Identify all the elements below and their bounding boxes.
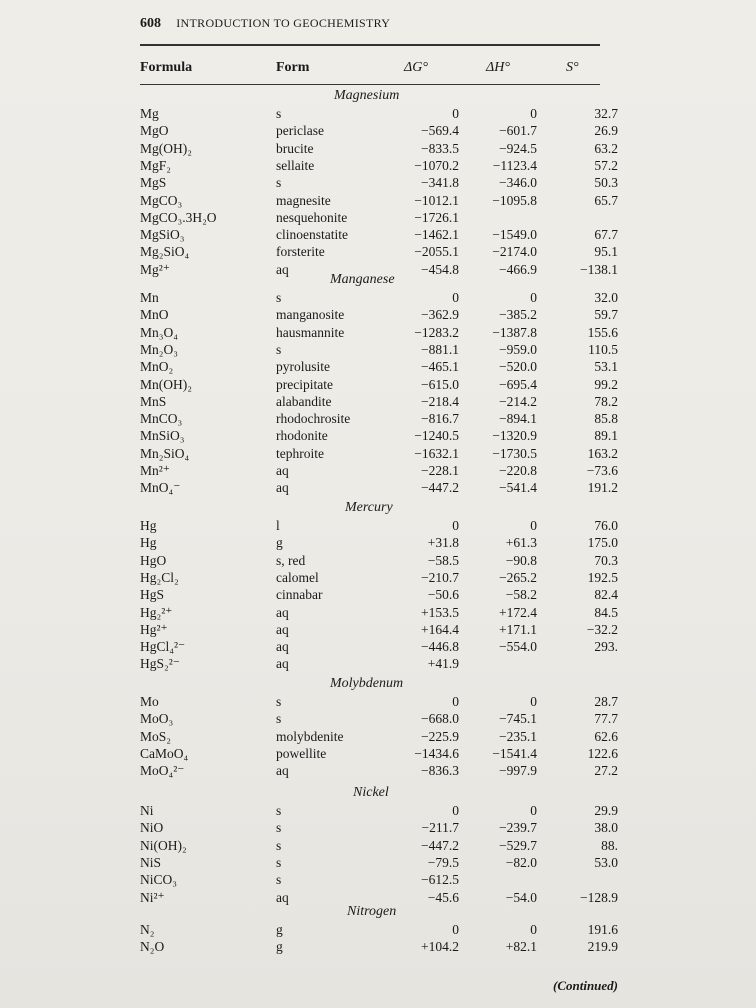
form-cell: brucite	[276, 140, 314, 156]
delta-h-cell: −235.1	[499, 728, 537, 744]
form-cell: s	[276, 837, 282, 853]
delta-h-cell: +61.3	[505, 535, 537, 551]
delta-h-cell: −58.2	[505, 587, 537, 603]
form-cell: s	[276, 106, 282, 121]
delta-h-cell: −1095.8	[492, 192, 537, 208]
formula-cell: HgS₂²⁻	[140, 656, 180, 672]
col-header-delta-h: ΔH°	[486, 60, 510, 75]
form-cell: alabandite	[276, 393, 332, 409]
form-cell: s	[276, 290, 282, 305]
entropy-cell: 62.6	[594, 728, 618, 744]
form-cell: aq	[276, 463, 289, 478]
formula-cell: NiCO₃	[140, 872, 177, 888]
entropy-cell: 110.5	[588, 341, 618, 357]
formula-cell: Ni²⁺	[140, 889, 165, 905]
delta-g-cell: −816.7	[421, 411, 459, 427]
delta-h-cell: −2174.0	[492, 244, 537, 260]
entropy-cell: 219.9	[587, 939, 618, 955]
delta-g-cell: 0	[452, 106, 459, 121]
delta-h-cell: −265.2	[499, 569, 537, 585]
delta-h-cell: −554.0	[499, 639, 537, 655]
delta-h-cell: −959.0	[499, 341, 537, 357]
delta-h-cell: +171.1	[499, 621, 537, 637]
delta-g-cell: −454.8	[421, 261, 459, 277]
formula-cell: MoO₄²⁻	[140, 763, 185, 779]
delta-h-cell: −54.0	[505, 889, 537, 905]
form-cell: s	[276, 803, 282, 818]
delta-h-cell: −997.9	[499, 763, 537, 779]
form-cell: hausmannite	[276, 324, 345, 340]
delta-h-cell: −239.7	[499, 820, 537, 836]
entropy-cell: 27.2	[594, 763, 618, 779]
formula-cell: MoS₂	[140, 728, 171, 744]
entropy-cell: 67.7	[594, 227, 618, 243]
entropy-cell: 175.0	[587, 535, 618, 551]
formula-cell: MgF₂	[140, 157, 171, 173]
formula-cell: Mg²⁺	[140, 261, 170, 277]
delta-g-cell: −569.4	[421, 123, 459, 139]
delta-g-cell: −1283.2	[414, 324, 459, 340]
formula-cell: Mn	[140, 290, 159, 305]
delta-g-cell: −2055.1	[414, 244, 459, 260]
delta-h-cell: −346.0	[499, 175, 537, 191]
delta-h-cell: −1730.5	[492, 445, 537, 461]
form-cell: g	[276, 922, 283, 937]
form-cell: s, red	[276, 552, 306, 568]
entropy-cell: 53.1	[594, 359, 618, 375]
col-header-delta-g: ΔG°	[404, 60, 428, 75]
formula-cell: Mn(OH)₂	[140, 376, 192, 392]
delta-h-cell: −894.1	[499, 411, 537, 427]
delta-h-cell: −541.4	[499, 480, 537, 496]
delta-g-cell: 0	[452, 290, 459, 305]
formula-cell: MgSiO₃	[140, 227, 185, 243]
formula-cell: Mg(OH)₂	[140, 140, 192, 156]
entropy-cell: 89.1	[594, 428, 618, 444]
delta-h-cell: −1387.8	[492, 324, 537, 340]
formula-cell: Hg	[140, 518, 157, 533]
form-cell: calomel	[276, 569, 319, 585]
delta-h-cell: +172.4	[499, 604, 537, 620]
entropy-cell: −128.9	[580, 889, 618, 905]
formula-cell: Mn²⁺	[140, 463, 170, 478]
entropy-cell: 53.0	[594, 854, 618, 870]
formula-cell: Ni	[140, 803, 154, 818]
entropy-cell: −73.6	[586, 463, 618, 478]
delta-g-cell: −881.1	[421, 341, 459, 357]
entropy-cell: −138.1	[580, 261, 618, 277]
delta-h-cell: −529.7	[499, 837, 537, 853]
form-cell: aq	[276, 604, 289, 620]
form-cell: magnesite	[276, 192, 331, 208]
formula-cell: Mg	[140, 106, 159, 121]
entropy-cell: 293.	[594, 639, 618, 655]
form-cell: rhodonite	[276, 428, 328, 444]
delta-g-cell: −836.3	[421, 763, 459, 779]
delta-g-cell: −668.0	[421, 711, 459, 727]
formula-cell: Hg₂²⁺	[140, 604, 173, 620]
form-cell: s	[276, 854, 282, 870]
col-header-form: Form	[276, 60, 310, 75]
formula-cell: Mn₃O₄	[140, 324, 178, 340]
entropy-cell: 77.7	[594, 711, 618, 727]
col-header-formula: Formula	[140, 60, 193, 75]
formula-cell: HgCl₄²⁻	[140, 639, 186, 655]
form-cell: l	[276, 518, 280, 533]
form-cell: s	[276, 711, 282, 727]
formula-cell: MnCO₃	[140, 411, 183, 427]
delta-g-cell: −1012.1	[414, 192, 459, 208]
delta-g-cell: −210.7	[421, 569, 459, 585]
formula-cell: Mo	[140, 694, 159, 709]
entropy-cell: 88.	[601, 837, 618, 853]
formula-cell: MnSiO₃	[140, 428, 185, 444]
entropy-cell: 50.3	[594, 175, 618, 191]
entropy-cell: 70.3	[594, 552, 618, 568]
delta-g-cell: −1462.1	[414, 227, 459, 243]
delta-g-cell: −362.9	[421, 307, 459, 323]
form-cell: s	[276, 694, 282, 709]
delta-h-cell: −1541.4	[492, 745, 537, 761]
delta-h-cell: 0	[530, 694, 537, 709]
delta-h-cell: 0	[530, 290, 537, 305]
section-heading: Magnesium	[334, 88, 400, 103]
entropy-cell: 57.2	[594, 157, 618, 173]
delta-g-cell: −1726.1	[414, 209, 459, 225]
entropy-cell: 28.7	[594, 694, 618, 709]
form-cell: pyrolusite	[276, 359, 330, 375]
formula-cell: N₂	[140, 922, 155, 937]
form-cell: tephroite	[276, 445, 324, 461]
form-cell: clinoenstatite	[276, 227, 348, 243]
form-cell: cinnabar	[276, 587, 323, 603]
entropy-cell: 63.2	[594, 140, 618, 156]
form-cell: g	[276, 535, 283, 551]
formula-cell: HgO	[140, 552, 167, 568]
delta-g-cell: 0	[452, 922, 459, 937]
section-heading: Manganese	[330, 272, 395, 287]
formula-cell: MnS	[140, 393, 167, 409]
delta-h-cell: −466.9	[499, 261, 537, 277]
form-cell: aq	[276, 621, 289, 637]
form-cell: powellite	[276, 745, 327, 761]
section-heading: Nickel	[353, 785, 389, 800]
delta-g-cell: 0	[452, 518, 459, 533]
delta-h-cell: 0	[530, 803, 537, 818]
delta-g-cell: −211.7	[421, 820, 459, 836]
page-number: 608	[140, 16, 161, 31]
delta-g-cell: −79.5	[427, 854, 459, 870]
entropy-cell: 191.6	[587, 922, 618, 937]
entropy-cell: 26.9	[594, 123, 618, 139]
delta-g-cell: −1240.5	[414, 428, 459, 444]
entropy-cell: 59.7	[594, 307, 618, 323]
formula-cell: Hg₂Cl₂	[140, 569, 179, 585]
entropy-cell: 155.6	[587, 324, 618, 340]
delta-h-cell: −695.4	[499, 376, 537, 392]
delta-g-cell: +153.5	[421, 604, 459, 620]
delta-h-cell: −1320.9	[492, 428, 537, 444]
continued-note: (Continued)	[552, 978, 618, 993]
formula-cell: MgCO₃.3H₂O	[140, 209, 217, 225]
form-cell: rhodochrosite	[276, 411, 351, 427]
formula-cell: Mg₂SiO₄	[140, 244, 190, 260]
delta-g-cell: −341.8	[421, 175, 459, 191]
delta-g-cell: −833.5	[421, 140, 459, 156]
delta-h-cell: −90.8	[505, 552, 537, 568]
form-cell: g	[276, 939, 283, 955]
delta-g-cell: +104.2	[421, 939, 459, 955]
delta-g-cell: −465.1	[421, 359, 459, 375]
delta-h-cell: −214.2	[499, 393, 537, 409]
entropy-cell: −32.2	[586, 621, 618, 637]
formula-cell: NiS	[140, 854, 162, 870]
formula-cell: Hg²⁺	[140, 621, 168, 637]
form-cell: forsterite	[276, 244, 325, 260]
entropy-cell: 95.1	[594, 244, 618, 260]
delta-g-cell: −58.5	[427, 552, 459, 568]
delta-g-cell: −1632.1	[414, 445, 459, 461]
entropy-cell: 32.0	[594, 290, 618, 305]
delta-g-cell: +164.4	[421, 621, 459, 637]
formula-cell: MoO₃	[140, 711, 174, 727]
entropy-cell: 38.0	[594, 820, 618, 836]
delta-h-cell: −924.5	[499, 140, 537, 156]
form-cell: manganosite	[276, 307, 345, 323]
formula-cell: N₂O	[140, 939, 165, 955]
form-cell: aq	[276, 480, 289, 496]
form-cell: s	[276, 820, 282, 836]
entropy-cell: 32.7	[594, 106, 618, 121]
entropy-cell: 65.7	[594, 192, 618, 208]
formula-cell: Mn₂O₃	[140, 341, 178, 357]
delta-g-cell: −225.9	[421, 728, 459, 744]
formula-cell: HgS	[140, 587, 165, 603]
delta-h-cell: −220.8	[499, 463, 537, 478]
entropy-cell: 163.2	[587, 445, 618, 461]
delta-g-cell: −1434.6	[414, 745, 459, 761]
delta-g-cell: +41.9	[427, 656, 459, 672]
entropy-cell: 76.0	[594, 518, 618, 533]
delta-h-cell: 0	[530, 106, 537, 121]
formula-cell: CaMoO₄	[140, 745, 189, 761]
form-cell: aq	[276, 889, 289, 905]
form-cell: aq	[276, 261, 289, 277]
form-cell: nesquehonite	[276, 209, 348, 225]
entropy-cell: 192.5	[587, 569, 618, 585]
formula-cell: MnO	[140, 307, 169, 323]
entropy-cell: 191.2	[587, 480, 618, 496]
delta-h-cell: −745.1	[499, 711, 537, 727]
formula-cell: NiO	[140, 820, 164, 836]
delta-h-cell: −82.0	[505, 854, 537, 870]
form-cell: aq	[276, 639, 289, 655]
formula-cell: MgO	[140, 123, 169, 139]
section-heading: Nitrogen	[347, 904, 397, 919]
formula-cell: Mn₂SiO₄	[140, 445, 190, 461]
delta-h-cell: 0	[530, 922, 537, 937]
form-cell: sellaite	[276, 157, 315, 173]
form-cell: s	[276, 872, 282, 888]
form-cell: precipitate	[276, 376, 333, 392]
delta-h-cell: +82.1	[505, 939, 537, 955]
delta-h-cell: −601.7	[499, 123, 537, 139]
delta-h-cell: −520.0	[499, 359, 537, 375]
delta-h-cell: −1123.4	[492, 157, 537, 173]
delta-g-cell: −447.2	[421, 480, 459, 496]
delta-g-cell: −447.2	[421, 837, 459, 853]
entropy-cell: 78.2	[594, 393, 618, 409]
section-heading: Mercury	[345, 500, 393, 515]
entropy-cell: 82.4	[594, 587, 618, 603]
formula-cell: MgCO₃	[140, 192, 183, 208]
delta-g-cell: −228.1	[421, 463, 459, 478]
delta-g-cell: −612.5	[421, 872, 459, 888]
delta-g-cell: +31.8	[427, 535, 459, 551]
entropy-cell: 29.9	[594, 803, 618, 818]
formula-cell: Ni(OH)₂	[140, 837, 187, 853]
form-cell: aq	[276, 763, 289, 779]
formula-cell: Hg	[140, 535, 157, 551]
form-cell: s	[276, 341, 282, 357]
col-header-entropy: S°	[566, 60, 579, 75]
delta-g-cell: −218.4	[421, 393, 459, 409]
form-cell: aq	[276, 656, 289, 672]
delta-g-cell: −446.8	[421, 639, 459, 655]
entropy-cell: 85.8	[594, 411, 618, 427]
entropy-cell: 122.6	[587, 745, 618, 761]
formula-cell: MgS	[140, 175, 167, 191]
form-cell: molybdenite	[276, 728, 344, 744]
delta-g-cell: −1070.2	[414, 157, 459, 173]
form-cell: s	[276, 175, 282, 191]
form-cell: periclase	[276, 123, 324, 139]
delta-g-cell: 0	[452, 694, 459, 709]
entropy-cell: 99.2	[594, 376, 618, 392]
delta-h-cell: −385.2	[499, 307, 537, 323]
delta-h-cell: −1549.0	[492, 227, 537, 243]
formula-cell: MnO₂	[140, 359, 174, 375]
delta-g-cell: −50.6	[427, 587, 459, 603]
running-title: INTRODUCTION TO GEOCHEMISTRY	[176, 16, 391, 30]
entropy-cell: 84.5	[594, 604, 618, 620]
delta-h-cell: 0	[530, 518, 537, 533]
delta-g-cell: 0	[452, 803, 459, 818]
delta-g-cell: −615.0	[421, 376, 459, 392]
formula-cell: MnO₄⁻	[140, 480, 181, 496]
delta-g-cell: −45.6	[427, 889, 459, 905]
section-heading: Molybdenum	[330, 676, 404, 691]
